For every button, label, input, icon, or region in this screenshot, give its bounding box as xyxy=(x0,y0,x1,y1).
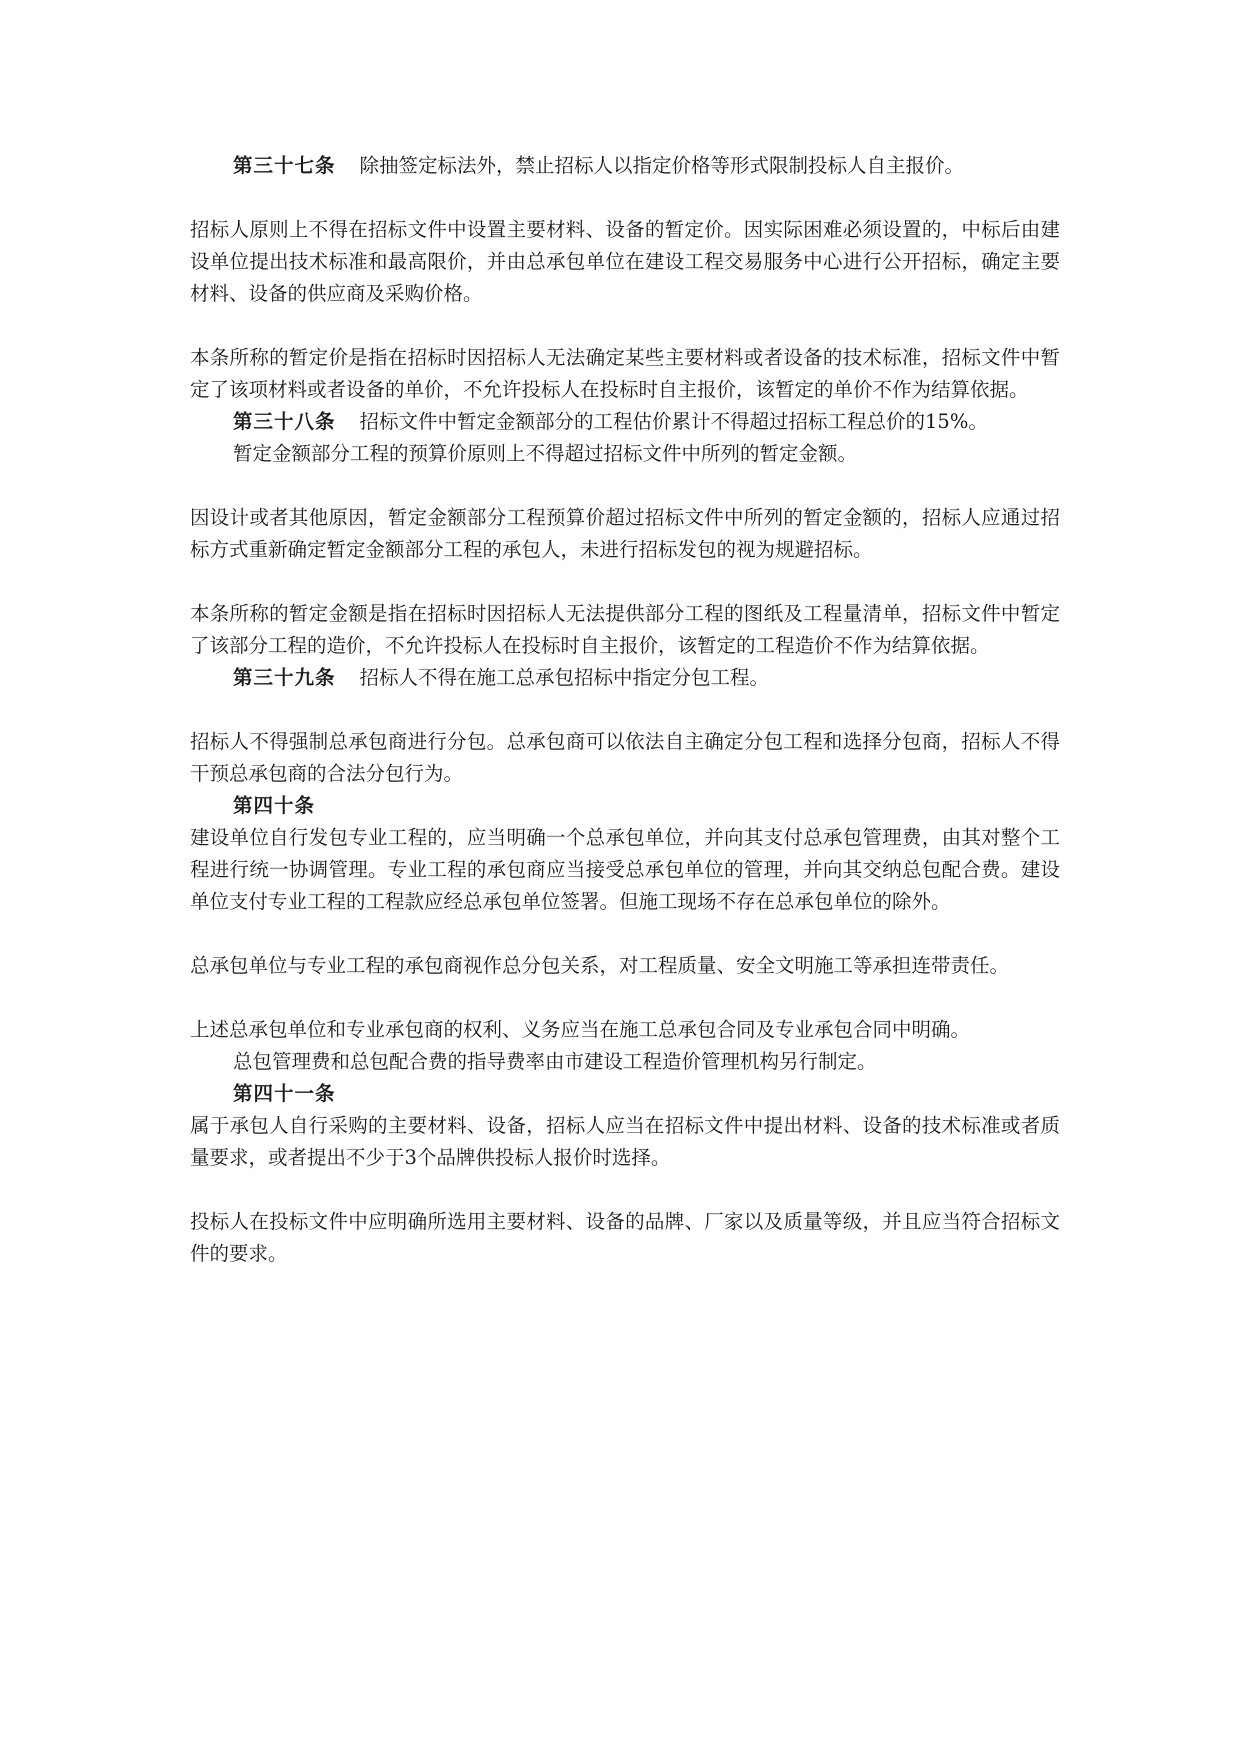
article-39-heading: 第三十九条 xyxy=(233,666,336,689)
article-40-paragraph-1: 建设单位自行发包专业工程的，应当明确一个总承包单位，并向其支付总承包管理费，由其对整个工程进行统一协调管理。专业工程的承包商应当接受总承包单位的管理，并向其交纳总包配合费。建设单位支付专业工程的工程款应经总承包单位签署。但施工现场不存在总承包单位的除外。 xyxy=(190,826,1060,913)
article-37-line xyxy=(190,150,1060,182)
article-38-paragraph-1: 因设计或者其他原因，暂定金额部分工程预算价超过招标文件中所列的暂定金额的，招标人应通过招标方式重新确定暂定金额部分工程的承包人，未进行招标发包的视为规避招标。 xyxy=(190,506,1060,561)
article-41-paragraph-1: 属于承包人自行采购的主要材料、设备，招标人应当在招标文件中提出材料、设备的技术标准或者质量要求，或者提出不少于3个品牌供投标人报价时选择。 xyxy=(190,1114,1060,1169)
article-41-paragraph-2: 投标人在投标文件中应明确所选用主要材料、设备的品牌、厂家以及质量等级，并且应当符合招标文件的要求。 xyxy=(190,1210,1060,1265)
article-39-line xyxy=(190,662,1060,694)
article-37-heading: 第三十七条 xyxy=(233,154,336,177)
article-41-heading: 第四十一条 xyxy=(233,1082,336,1105)
article-41-line xyxy=(190,1078,1060,1110)
article-37-text: 除抽签定标法外，禁止招标人以指定价格等形式限制投标人自主报价。 xyxy=(359,154,965,177)
article-40-heading: 第四十条 xyxy=(233,794,316,817)
article-38-heading: 第三十八条 xyxy=(233,410,336,433)
article-40-line xyxy=(190,790,1060,822)
article-40-paragraph-4: 总包管理费和总包配合费的指导费率由市建设工程造价管理机构另行制定。 xyxy=(233,1050,877,1073)
article-39-text: 招标人不得在施工总承包招标中指定分包工程。 xyxy=(359,666,770,689)
article-39-paragraph-1: 招标人不得强制总承包商进行分包。总承包商可以依法自主确定分包工程和选择分包商，招标人不得干预总承包商的合法分包行为。 xyxy=(190,730,1060,785)
article-38-paragraph-0: 暂定金额部分工程的预算价原则上不得超过招标文件中所列的暂定金额。 xyxy=(233,442,858,465)
document-page xyxy=(190,150,1060,1270)
article-38-line xyxy=(190,406,1060,438)
article-37-paragraph-2: 本条所称的暂定价是指在招标时因招标人无法确定某些主要材料或者设备的技术标准，招标文件中暂定了该项材料或者设备的单价，不允许投标人在投标时自主报价，该暂定的单价不作为结算依据。 xyxy=(190,346,1060,401)
article-37-paragraph-1: 招标人原则上不得在招标文件中设置主要材料、设备的暂定价。因实际困难必须设置的，中标后由建设单位提出技术标准和最高限价，并由总承包单位在建设工程交易服务中心进行公开招标，确定主要材料、设备的供应商及采购价格。 xyxy=(190,218,1060,305)
article-38-paragraph-2: 本条所称的暂定金额是指在招标时因招标人无法提供部分工程的图纸及工程量清单，招标文件中暂定了该部分工程的造价，不允许投标人在投标时自主报价，该暂定的工程造价不作为结算依据。 xyxy=(190,602,1060,657)
article-38-text: 招标文件中暂定金额部分的工程估价累计不得超过招标工程总价的15%。 xyxy=(359,410,988,433)
article-40-paragraph-2: 总承包单位与专业工程的承包商视作总分包关系，对工程质量、安全文明施工等承担连带责任。 xyxy=(190,954,1010,977)
article-40-paragraph-3: 上述总承包单位和专业承包商的权利、义务应当在施工总承包合同及专业承包合同中明确。 xyxy=(190,1018,971,1041)
